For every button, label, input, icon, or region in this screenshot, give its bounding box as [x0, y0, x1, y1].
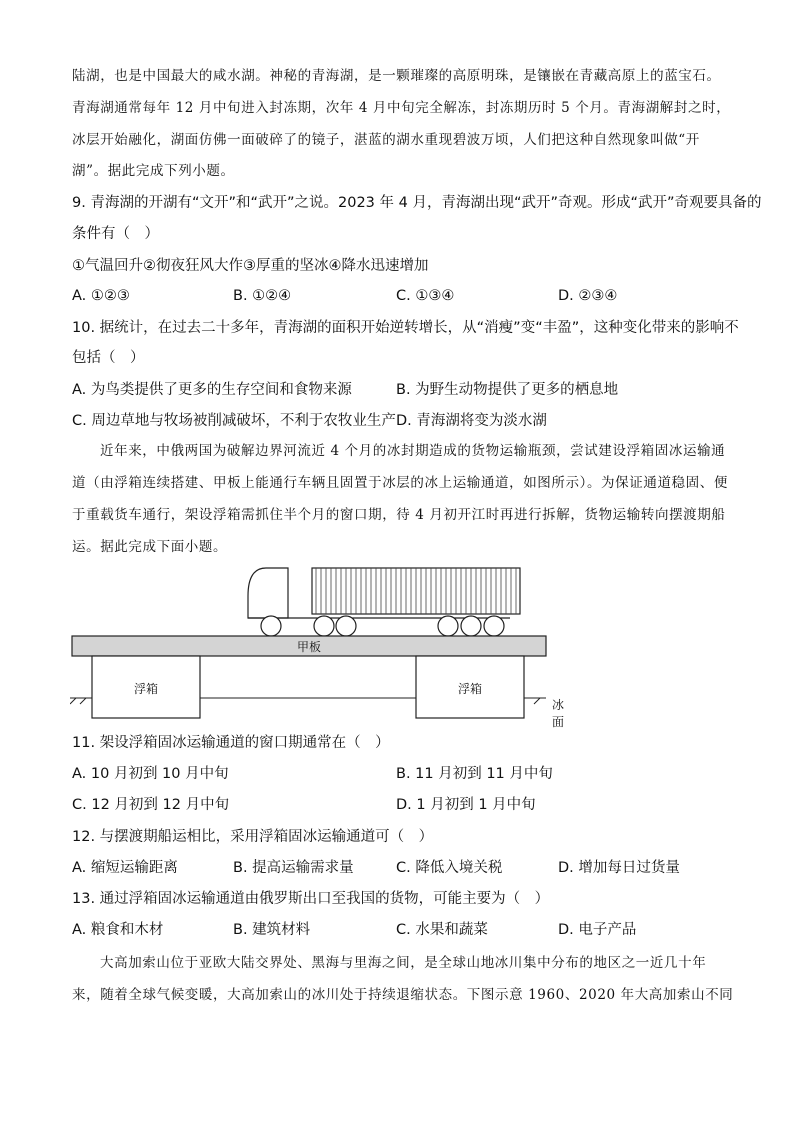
wheel [261, 616, 281, 636]
passage3-line-2: 来，随着全球气候变暖，大高加索山的冰川处于持续退缩状态。下图示意 1960、2020 年大高加索山不同 [72, 987, 734, 1003]
q13-option-a[interactable]: A. 粮食和木材 [72, 922, 164, 938]
q9-option-c[interactable]: C. ①③④ [396, 288, 455, 304]
q13-option-d[interactable]: D. 电子产品 [558, 922, 637, 938]
q12-option-d[interactable]: D. 增加每日过货量 [558, 860, 680, 876]
q13-option-c[interactable]: C. 水果和蔬菜 [396, 922, 488, 938]
q10-option-a[interactable]: A. 为鸟类提供了更多的生存空间和食物来源 [72, 382, 352, 398]
figure-svg [70, 562, 560, 722]
truck-cab [248, 568, 288, 618]
container-ribs [316, 568, 516, 614]
wheel [484, 616, 504, 636]
q11-option-b[interactable]: B. 11 月初到 11 月中旬 [396, 766, 553, 782]
q11-option-a[interactable]: A. 10 月初到 10 月中旬 [72, 766, 229, 782]
deck-label: 甲板 [296, 640, 322, 654]
q12-stem: 12. 与摆渡期船运相比，采用浮箱固冰运输通道可（ ） [72, 829, 434, 845]
q11-option-d[interactable]: D. 1 月初到 1 月中旬 [396, 797, 536, 813]
q10-stem-line-1: 10. 据统计，在过去二十多年，青海湖的面积开始逆转增长，从“消瘦”变“丰盈”，这种变化带来的影响不 [72, 320, 739, 336]
pontoon-left-label: 浮箱 [133, 682, 159, 696]
q11-option-c[interactable]: C. 12 月初到 12 月中旬 [72, 797, 230, 813]
passage1-line-2: 青海湖通常每年 12 月中旬进入封冻期，次年 4 月中旬完全解冻，封冻期历时 5 个月。青海湖解封之时， [72, 100, 731, 116]
q10-option-b[interactable]: B. 为野生动物提供了更多的栖息地 [396, 382, 619, 398]
q9-conditions: ①气温回升②彻夜狂风大作③厚重的坚冰④降水迅速增加 [72, 258, 429, 274]
passage2-line-3: 于重载货车通行，架设浮箱需抓住半个月的窗口期，待 4 月初开江时再进行拆解，货物运输转向摆渡期船 [72, 507, 726, 523]
pontoon-right-label: 浮箱 [457, 682, 483, 696]
passage3-line-1: 大高加索山位于亚欧大陆交界处、黑海与里海之间，是全球山地冰川集中分布的地区之一近几十年 [100, 955, 707, 971]
q10-stem-line-2: 包括（ ） [72, 350, 145, 366]
passage1-line-3: 冰层开始融化，湖面仿佛一面破碎了的镜子，湛蓝的湖水重现碧波万顷，人们把这种自然现象叫做“开 [72, 132, 700, 148]
truck-wheels [261, 616, 504, 636]
q10-option-d[interactable]: D. 青海湖将变为淡水湖 [396, 413, 547, 429]
q9-stem-line-2: 条件有（ ） [72, 226, 159, 242]
passage1-line-4: 湖”。据此完成下列小题。 [72, 163, 235, 179]
q12-option-a[interactable]: A. 缩短运输距离 [72, 860, 178, 876]
q13-stem: 13. 通过浮箱固冰运输通道由俄罗斯出口至我国的货物，可能主要为（ ） [72, 891, 550, 907]
q9-stem-line-1: 9. 青海湖的开湖有“文开”和“武开”之说。2023 年 4 月，青海湖出现“武开”奇观。形成“武开”奇观要具备的 [72, 195, 762, 211]
passage2-line-2: 道（由浮箱连续搭建、甲板上能通行车辆且固置于冰层的冰上运输通道，如图所示）。为保证通道稳固、便 [72, 475, 728, 491]
q9-option-d[interactable]: D. ②③④ [558, 288, 618, 304]
wheel [461, 616, 481, 636]
passage1-line-1: 陆湖，也是中国最大的咸水湖。神秘的青海湖，是一颗璀璨的高原明珠，是镶嵌在青藏高原上的蓝宝石。 [72, 68, 721, 84]
q12-option-c[interactable]: C. 降低入境关税 [396, 860, 503, 876]
wheel [336, 616, 356, 636]
q11-stem: 11. 架设浮箱固冰运输通道的窗口期通常在（ ） [72, 735, 390, 751]
pontoon-ice-channel-figure [70, 562, 565, 729]
q9-option-a[interactable]: A. ①②③ [72, 288, 130, 304]
wheel [314, 616, 334, 636]
q10-option-c[interactable]: C. 周边草地与牧场被削减破坏，不利于农牧业生产 [72, 413, 396, 429]
q13-option-b[interactable]: B. 建筑材料 [233, 922, 311, 938]
ice-label: 冰面 [552, 698, 565, 729]
passage2-line-4: 运。据此完成下面小题。 [72, 539, 228, 555]
passage2-line-1: 近年来，中俄两国为破解边界河流近 4 个月的冰封期造成的货物运输瓶颈，尝试建设浮箱固冰运输通 [100, 443, 726, 459]
q9-option-b[interactable]: B. ①②④ [233, 288, 292, 304]
q12-option-b[interactable]: B. 提高运输需求量 [233, 860, 354, 876]
wheel [438, 616, 458, 636]
